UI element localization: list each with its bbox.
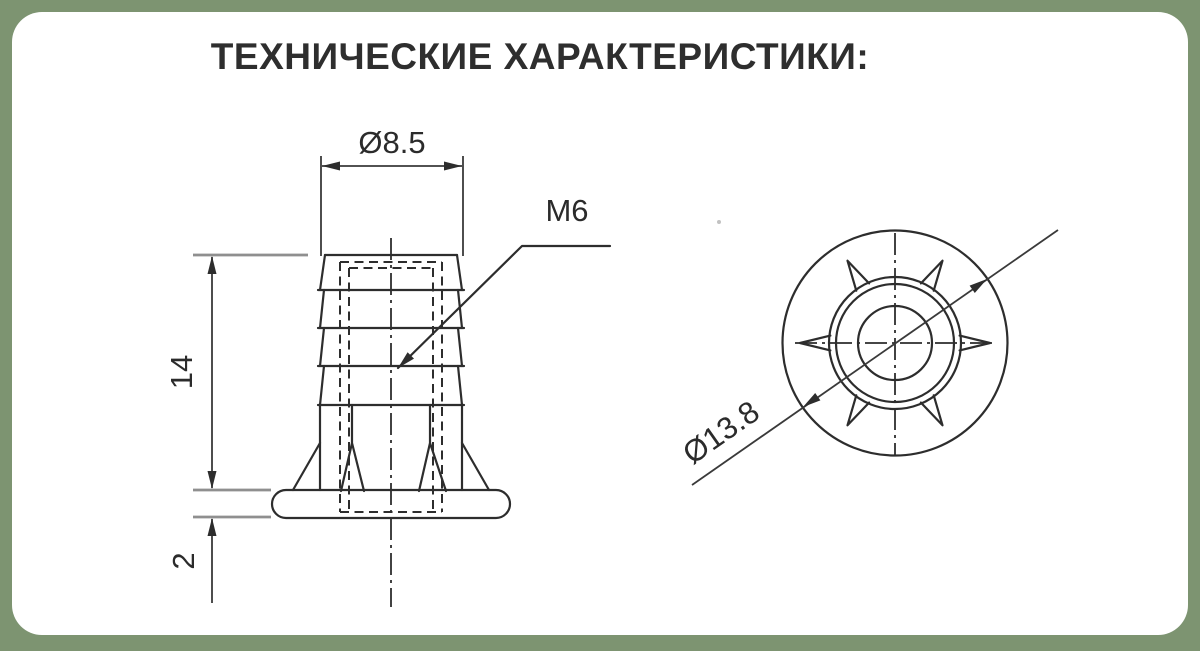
ext-lines-top-diameter xyxy=(321,156,463,256)
leader-line-thread xyxy=(398,246,610,368)
dimension-flange-diameter xyxy=(676,230,1058,485)
front-view xyxy=(164,125,610,607)
arrow-right xyxy=(444,162,462,171)
spike-southeast xyxy=(921,395,943,425)
label-flange-diameter: Ø13.8 xyxy=(676,393,766,471)
label-flange-thickness: 2 xyxy=(166,552,201,570)
stray-mark xyxy=(717,220,721,224)
dimension-thread xyxy=(398,193,610,368)
arrow-down xyxy=(208,471,217,489)
body-slit-left xyxy=(341,405,364,491)
label-thread: M6 xyxy=(545,193,589,228)
label-top-diameter: Ø8.5 xyxy=(358,125,426,160)
arrow-left xyxy=(322,162,340,171)
label-height: 14 xyxy=(164,354,199,390)
dimension-top-diameter xyxy=(321,125,463,256)
arrow-lower-left xyxy=(803,393,820,407)
spike-northwest xyxy=(848,261,870,291)
arrow-upper-right xyxy=(970,279,987,293)
top-view xyxy=(676,220,1058,485)
dimension-height xyxy=(164,255,308,490)
spike-southwest xyxy=(848,395,870,425)
dim-line-flange-diameter xyxy=(692,230,1058,485)
arrow-up xyxy=(208,518,217,536)
ext-lines-height xyxy=(193,255,308,490)
arrow-up xyxy=(208,256,217,274)
dimension-flange-thickness xyxy=(166,517,271,603)
spike-northeast xyxy=(921,261,943,291)
page-title: ТЕХНИЧЕСКИЕ ХАРАКТЕРИСТИКИ: xyxy=(210,36,870,77)
